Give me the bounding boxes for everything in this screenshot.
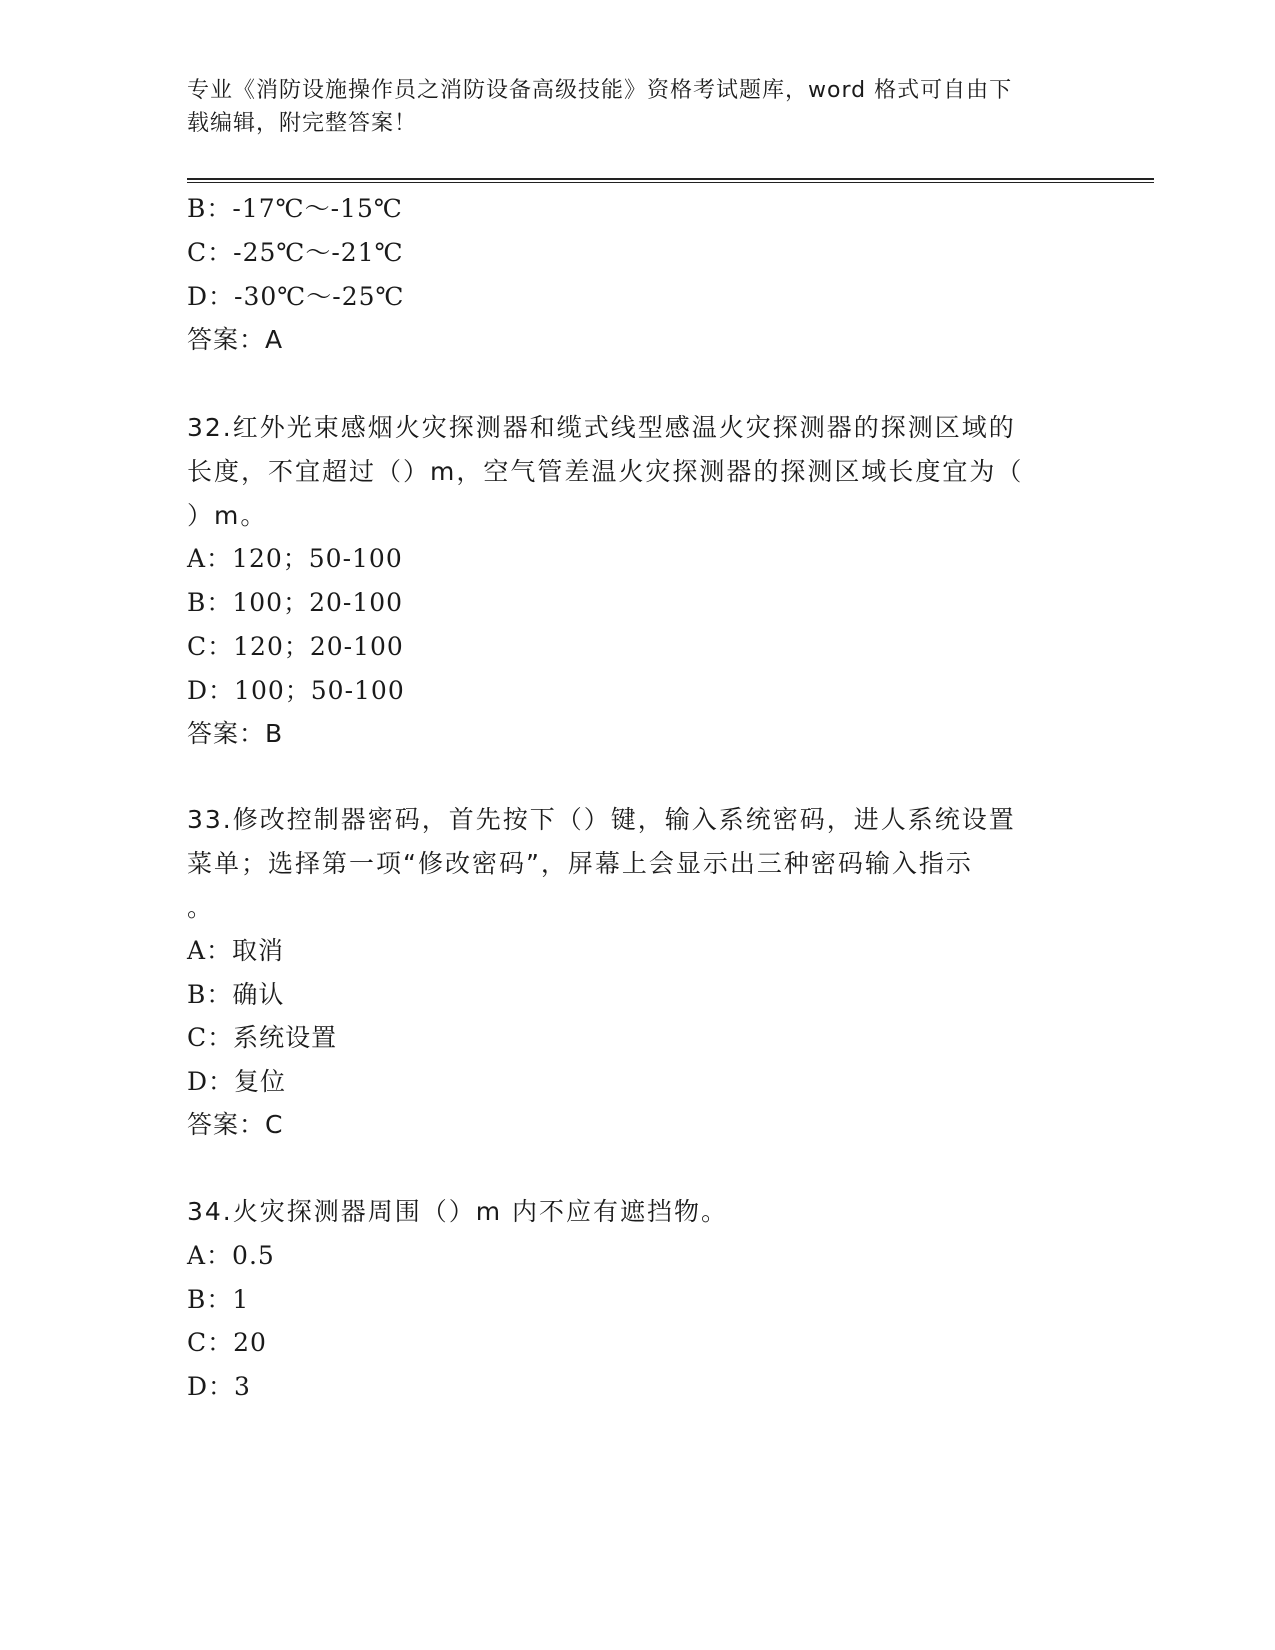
header-note	[187, 74, 1067, 140]
q31-option-c: C：-25℃～-21℃	[187, 238, 404, 267]
header-line-2: 载编辑，附完整答案！	[187, 111, 418, 136]
q34-option-b: B：1	[187, 1285, 250, 1314]
q34-option-c: C：20	[187, 1328, 267, 1357]
q33-stem-line-3: 。	[187, 893, 215, 922]
q34-option-a: A：0.5	[187, 1241, 275, 1270]
q33-stem-line-1: 33.修改控制器密码，首先按下（）键，输入系统密码，进人系统设置	[187, 805, 1016, 834]
q32-stem-line-1: 32.红外光束感烟火灾探测器和缆式线型感温火灾探测器的探测区域的	[187, 413, 1016, 442]
q33-option-c: C：系统设置	[187, 1023, 338, 1052]
q31-option-b: B：-17℃～-15℃	[187, 194, 403, 223]
q33-answer: 答案：C	[187, 1110, 284, 1139]
q32-option-d: D：100；50-100	[187, 676, 405, 705]
q31-option-d: D：-30℃～-25℃	[187, 282, 405, 311]
q32-answer: 答案：B	[187, 719, 284, 748]
q33-option-b: B：确认	[187, 980, 285, 1009]
q33-stem-line-2: 菜单；选择第一项“修改密码”，屏幕上会显示出三种密码输入指示	[187, 849, 973, 878]
q32-option-c: C：120；20-100	[187, 632, 404, 661]
q31-answer: 答案：A	[187, 325, 284, 354]
q32-stem-line-3: ）m。	[187, 501, 268, 530]
q33-option-d: D：复位	[187, 1067, 287, 1096]
q33-option-a: A：取消	[187, 936, 285, 965]
q32-stem-line-2: 长度，不宜超过（）m，空气管差温火灾探测器的探测区域长度宜为（	[187, 457, 1024, 486]
header-divider	[187, 178, 1154, 183]
q32-option-a: A：120；50-100	[187, 544, 403, 573]
q32-option-b: B：100；20-100	[187, 588, 404, 617]
header-line-1: 专业《消防设施操作员之消防设备高级技能》资格考试题库，word 格式可自由下	[187, 78, 1013, 103]
q34-option-d: D：3	[187, 1372, 251, 1401]
q34-stem-line-1: 34.火灾探测器周围（）m 内不应有遮挡物。	[187, 1197, 729, 1226]
